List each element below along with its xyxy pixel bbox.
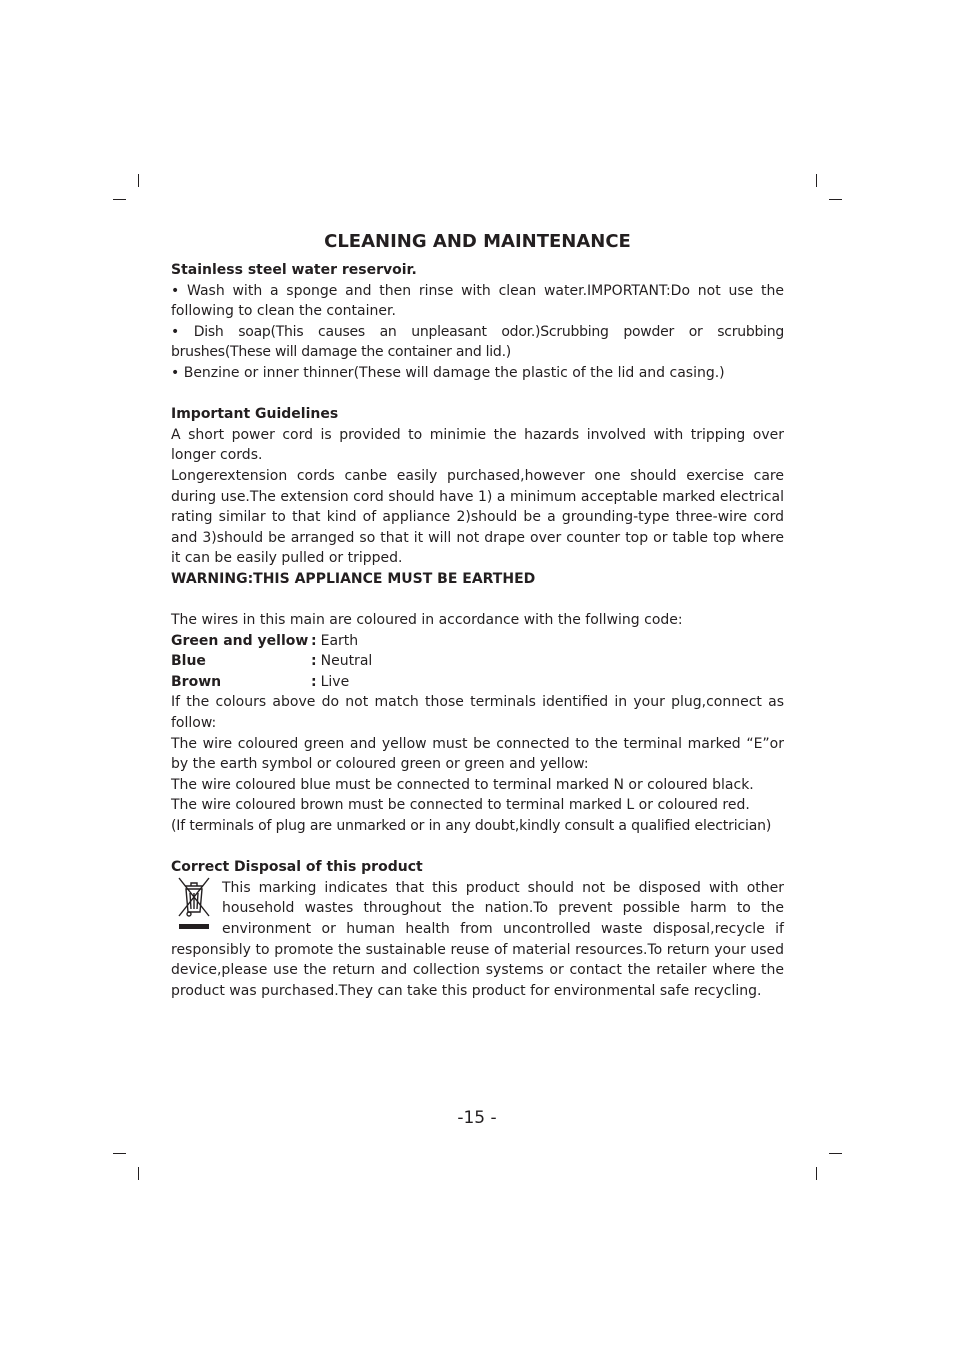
wire-colon: : bbox=[311, 653, 317, 670]
crop-mark bbox=[829, 1153, 842, 1154]
crop-mark bbox=[138, 1167, 139, 1180]
wire-function: Live bbox=[320, 673, 350, 690]
crop-mark bbox=[138, 174, 139, 187]
wire-instruction: The wire coloured green and yellow must be connected to the terminal marked “E”or by the earth symbol or coloured green or green and yellow: bbox=[171, 735, 784, 773]
disposal-section bbox=[171, 878, 784, 1002]
guidelines-paragraph: A short power cord is provided to minimie the hazards involved with tripping over longer cords. bbox=[171, 426, 784, 464]
warning-text: WARNING:THIS APPLIANCE MUST BE EARTHED bbox=[171, 570, 536, 587]
disposal-text: This marking indicates that this product should not be disposed with other household wastes throughout the nation.To prevent possible harm to the environment or human health from uncontrolled waste disposal,recycle if responsibly to promote the sustainable reuse of material resources.To return your used device,please use the return and collection systems or contact the retailer where the product was purchased.They can take this product for environmental safe recycling. bbox=[171, 879, 784, 999]
guidelines-paragraph: Longerextension cords canbe easily purchased,however one should exercise care during use.The extension cord should have 1) a minimum acceptable marked electrical rating similar to that kind of appliance 2)should be a grounding-type three-wire cord and 3)should be arranged so that it will not drape over counter top or table top where it can be easily pulled or tripped. bbox=[171, 467, 784, 567]
wire-color-name: Brown bbox=[171, 673, 222, 690]
wire-color-name: Blue bbox=[171, 653, 206, 670]
wire-function: Neutral bbox=[320, 653, 373, 670]
wire-colon: : bbox=[311, 673, 317, 690]
page-content bbox=[171, 226, 784, 1001]
crop-mark bbox=[113, 1153, 126, 1154]
reservoir-bullet: • Dish soap(This causes an unpleasant odor.)Scrubbing powder or scrubbing brushes(These will damage the container and lid.) bbox=[171, 323, 784, 361]
page-title: CLEANING AND MAINTENANCE bbox=[324, 231, 631, 252]
reservoir-heading: Stainless steel water reservoir. bbox=[171, 262, 417, 278]
wire-code-row bbox=[171, 672, 784, 693]
wire-instruction: If the colours above do not match those terminals identified in your plug,connect as follow: bbox=[171, 694, 784, 732]
crossed-out-wheelie-bin-icon bbox=[171, 876, 217, 938]
crop-mark bbox=[816, 174, 817, 187]
disposal-heading: Correct Disposal of this product bbox=[171, 859, 423, 876]
wire-code-row bbox=[171, 631, 784, 652]
crop-mark bbox=[816, 1167, 817, 1180]
wire-instruction: The wire coloured brown must be connected to terminal marked L or coloured red. bbox=[171, 797, 750, 814]
wire-function: Earth bbox=[320, 632, 359, 649]
wire-colon: : bbox=[311, 632, 317, 649]
guidelines-heading: Important Guidelines bbox=[171, 406, 339, 423]
wire-instruction: (If terminals of plug are unmarked or in any doubt,kindly consult a qualified electrician) bbox=[171, 818, 772, 835]
crop-mark bbox=[829, 199, 842, 200]
crop-mark bbox=[113, 199, 126, 200]
reservoir-bullet: • Benzine or inner thinner(These will damage the plastic of the lid and casing.) bbox=[171, 364, 725, 381]
reservoir-bullet: • Wash with a sponge and then rinse with clean water.IMPORTANT:Do not use the following to clean the container. bbox=[171, 282, 784, 320]
page-number: -15 - bbox=[457, 1108, 497, 1128]
wire-color-name: Green and yellow bbox=[171, 632, 309, 649]
wires-intro: The wires in this main are coloured in accordance with the follwing code: bbox=[171, 612, 683, 629]
wire-code-row bbox=[171, 651, 784, 672]
wire-instruction: The wire coloured blue must be connected to terminal marked N or coloured black. bbox=[171, 776, 754, 793]
